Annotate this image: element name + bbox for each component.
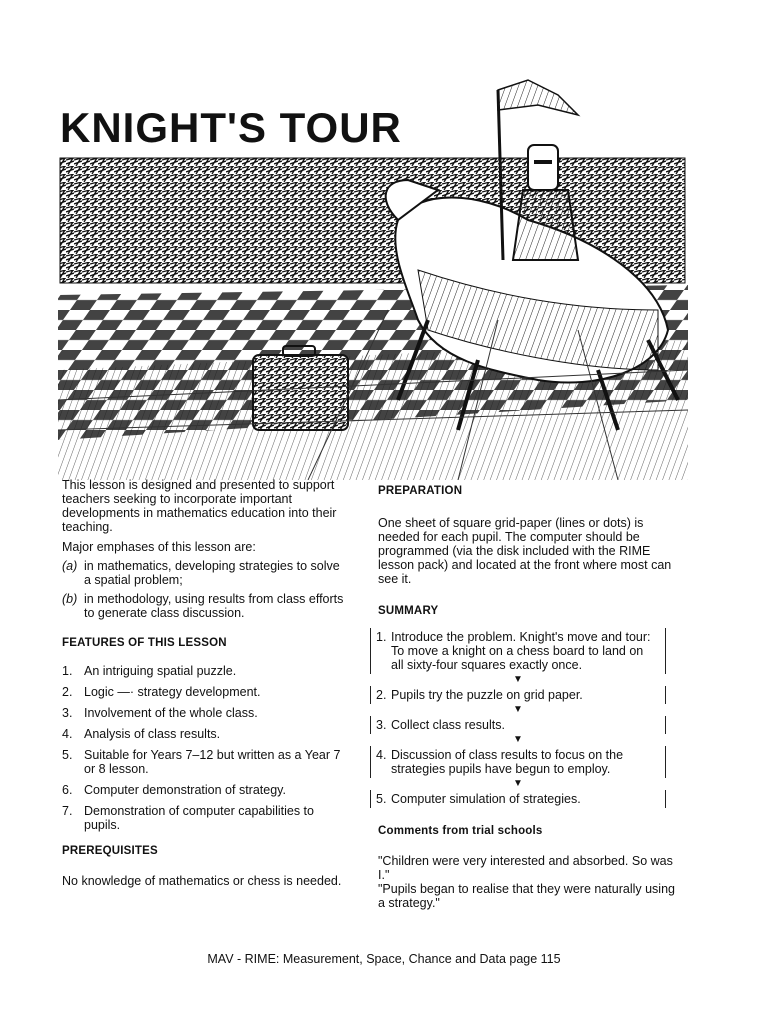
features-heading: FEATURES OF THIS LESSON: [62, 637, 227, 649]
item-text: An intriguing spatial puzzle.: [84, 664, 237, 678]
item-text: Computer demonstration of strategy.: [84, 783, 286, 797]
features-list: [62, 664, 347, 832]
list-item: [62, 706, 347, 720]
item-number: 4.: [62, 727, 73, 741]
step-number: 5.: [376, 792, 387, 806]
prerequisites-text: No knowledge of mathematics or chess is needed.: [62, 874, 342, 888]
page-title: KNIGHT'S TOUR: [60, 104, 402, 151]
comment-quote: "Pupils began to realise that they were naturally using a strategy.": [378, 882, 675, 910]
step-number: 3.: [376, 718, 387, 732]
item-number: 1.: [62, 664, 73, 678]
preparation-text: One sheet of square grid-paper (lines or dots) is needed for each pupil. The computer should be programmed (via the disk included with the RIME lesson pack) and located at the front where most can see it.: [378, 516, 672, 586]
emphasis-letter: (b): [62, 592, 78, 606]
list-item: [62, 685, 347, 699]
emphasis-text: in methodology, using results from class efforts to generate class discussion.: [84, 592, 344, 620]
emphasis-letter: (a): [62, 559, 78, 573]
step-text: Pupils try the puzzle on grid paper.: [391, 688, 583, 702]
summary-flow: [370, 628, 666, 808]
knight-illustration: [58, 70, 688, 480]
down-arrow-icon: ▼: [513, 704, 523, 715]
down-arrow-icon: ▼: [513, 734, 523, 745]
summary-step: [370, 790, 666, 808]
step-text: Computer simulation of strategies.: [391, 792, 581, 806]
summary-step: [370, 746, 666, 778]
page-footer: MAV - RIME: Measurement, Space, Chance and Data page 115: [207, 952, 561, 966]
summary-step: [370, 686, 666, 704]
list-item: [62, 664, 347, 678]
step-text: Collect class results.: [391, 718, 505, 732]
item-number: 6.: [62, 783, 73, 797]
comment-quote: "Children were very interested and absorbed. So was I.": [378, 854, 673, 882]
intro-paragraph: This lesson is designed and presented to support teachers seeking to incorporate important developments in mathematics education into their teaching.: [62, 478, 337, 534]
comments-heading: Comments from trial schools: [378, 825, 543, 837]
item-number: 2.: [62, 685, 73, 699]
step-number: 2.: [376, 688, 387, 702]
item-text: Suitable for Years 7–12 but written as a Year 7 or 8 lesson.: [84, 748, 341, 776]
item-text: Demonstration of computer capabilities to pupils.: [84, 804, 314, 832]
emphasis-item: [62, 559, 347, 587]
emphasis-text: in mathematics, developing strategies to solve a spatial problem;: [84, 559, 340, 587]
emphasis-item: [62, 592, 347, 620]
step-text: Introduce the problem. Knight's move and tour: To move a knight on a chess board to land on all sixty-four squares exactly once.: [391, 630, 651, 672]
item-text: Analysis of class results.: [84, 727, 221, 741]
summary-step: [370, 716, 666, 734]
emphases-intro: Major emphases of this lesson are:: [62, 540, 256, 554]
preparation-heading: PREPARATION: [378, 485, 463, 497]
list-item: [62, 748, 347, 776]
step-number: 4.: [376, 748, 387, 762]
summary-step: [370, 628, 666, 674]
list-item: [62, 727, 347, 741]
down-arrow-icon: ▼: [513, 778, 523, 789]
item-number: 5.: [62, 748, 73, 762]
left-column: [62, 478, 347, 888]
right-column: [378, 484, 678, 910]
item-text: Logic —· strategy development.: [84, 685, 261, 699]
summary-heading: SUMMARY: [378, 605, 439, 617]
step-number: 1.: [376, 630, 387, 644]
down-arrow-icon: ▼: [513, 674, 523, 685]
prerequisites-heading: PREREQUISITES: [62, 845, 158, 857]
list-item: [62, 783, 347, 797]
item-number: 7.: [62, 804, 73, 818]
step-text: Discussion of class results to focus on the strategies pupils have begun to employ.: [391, 748, 624, 776]
item-text: Involvement of the whole class.: [84, 706, 258, 720]
list-item: [62, 804, 347, 832]
item-number: 3.: [62, 706, 73, 720]
